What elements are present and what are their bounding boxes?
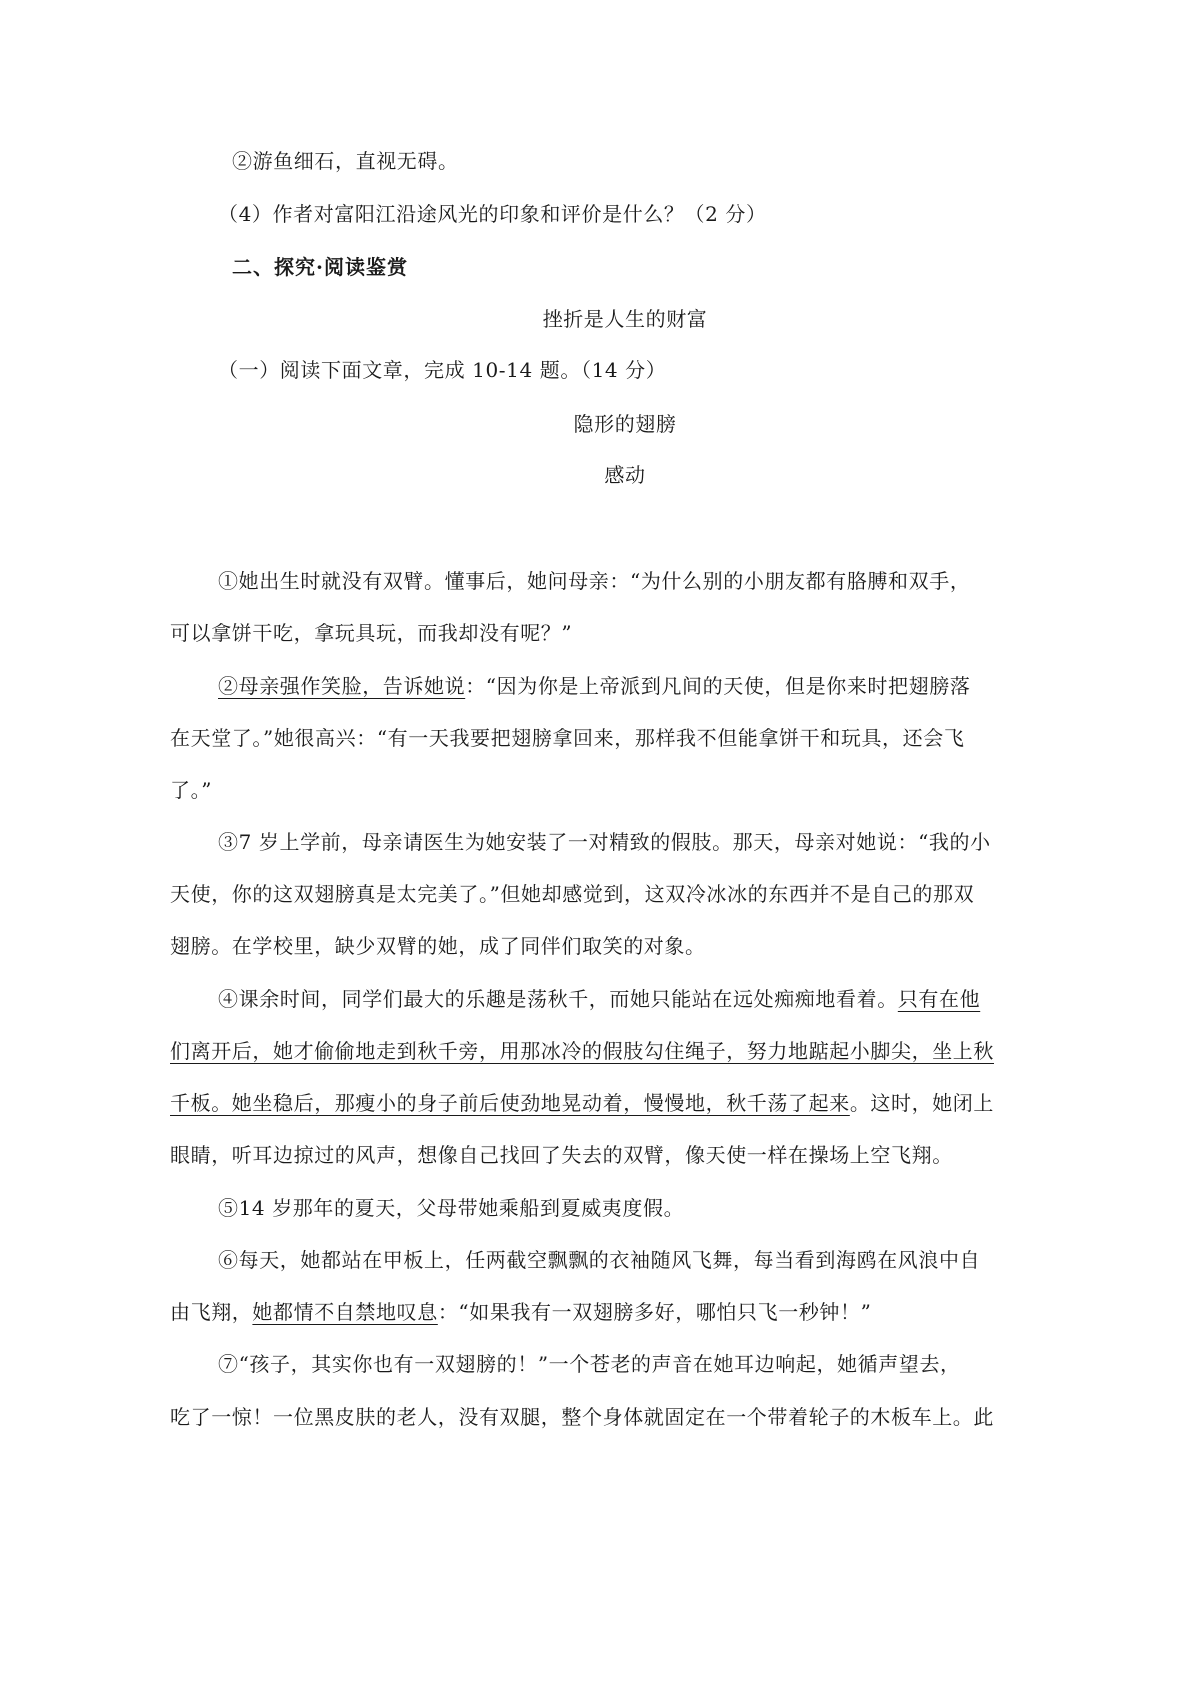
- underlined-sentence-middle: 们离开后，她才偷偷地走到秋千旁，用那冰冷的假肢勾住绳子，努力地踮起小脚尖，坐上秋: [170, 1039, 994, 1063]
- paragraph-6-line-1: ⑥每天，她都站在甲板上，任两截空飘飘的衣袖随风飞舞，每当看到海鸥在风浪中自: [218, 1248, 981, 1272]
- theme-title: 挫折是人生的财富: [542, 307, 708, 331]
- paragraph-4-line-2: [170, 1037, 994, 1065]
- paragraph-6-line-2: [170, 1298, 871, 1326]
- question-4: （4）作者对富阳江沿途风光的印象和评价是什么？（2 分）: [218, 202, 767, 226]
- article-title: 隐形的翅膀: [573, 412, 677, 436]
- paragraph-6-line-2-pre: 由飞翔，: [170, 1300, 253, 1324]
- paragraph-3-line-1: ③7 岁上学前，母亲请医生为她安装了一对精致的假肢。那天，母亲对她说：“我的小: [218, 830, 991, 854]
- paragraph-2-line-1-rest: ：“因为你是上帝派到凡间的天使，但是你来时把翅膀落: [465, 674, 971, 698]
- paragraph-7-line-1: ⑦“孩子，其实你也有一双翅膀的！”一个苍老的声音在她耳边响起，她循声望去，: [218, 1352, 961, 1376]
- paragraph-4-line-1: [218, 985, 980, 1013]
- paragraph-5-line-1: ⑤14 岁那年的夏天，父母带她乘船到夏威夷度假。: [218, 1196, 685, 1220]
- underlined-sentence-start: 只有在他: [897, 987, 981, 1011]
- reading-instruction: （一）阅读下面文章，完成 10-14 题。（14 分）: [218, 358, 667, 382]
- answer-line-2: ②游鱼细石，直视无碍。: [232, 149, 459, 173]
- paragraph-3-line-3: 翅膀。在学校里，缺少双臂的她，成了同伴们取笑的对象。: [170, 934, 706, 958]
- paragraph-4-line-4: 眼睛，听耳边掠过的风声，想像自己找回了失去的双臂，像天使一样在操场上空飞翔。: [170, 1143, 953, 1167]
- paragraph-1-line-1: ①她出生时就没有双臂。懂事后，她问母亲：“为什么别的小朋友都有胳膊和双手，: [218, 569, 971, 593]
- paragraph-6-line-2-rest: ：“如果我有一双翅膀多好，哪怕只飞一秒钟！”: [437, 1300, 872, 1324]
- paragraph-2-line-3: 了。”: [170, 778, 213, 802]
- paragraph-2-line-2: 在天堂了。”她很高兴：“有一天我要把翅膀拿回来，那样我不但能拿饼干和玩具，还会飞: [170, 726, 965, 750]
- paragraph-2-line-1: [218, 672, 970, 700]
- underlined-phrase-sigh: 她都情不自禁地叹息: [252, 1300, 438, 1324]
- paragraph-3-line-2: 天使，你的这双翅膀真是太完美了。”但她却感觉到，这双冷冰冰的东西并不是自己的那双: [170, 882, 975, 906]
- paragraph-1-line-2: 可以拿饼干吃，拿玩具玩，而我却没有呢？”: [170, 621, 573, 645]
- article-author: 感动: [604, 463, 646, 487]
- section-heading: 二、探究·阅读鉴赏: [232, 255, 408, 279]
- paragraph-4-line-3: [170, 1089, 994, 1117]
- paragraph-7-line-2: 吃了一惊！一位黑皮肤的老人，没有双腿，整个身体就固定在一个带着轮子的木板车上。此: [170, 1405, 994, 1429]
- paragraph-4-line-3-rest: 。这时，她闭上: [849, 1091, 995, 1115]
- underlined-phrase: ②母亲强作笑脸，告诉她说: [218, 674, 466, 698]
- underlined-sentence-end: 千板。她坐稳后，那瘦小的身子前后使劲地晃动着，慢慢地，秋千荡了起来: [170, 1091, 850, 1115]
- paragraph-4-line-1-pre: ④课余时间，同学们最大的乐趣是荡秋千，而她只能站在远处痴痴地看着。: [218, 987, 898, 1011]
